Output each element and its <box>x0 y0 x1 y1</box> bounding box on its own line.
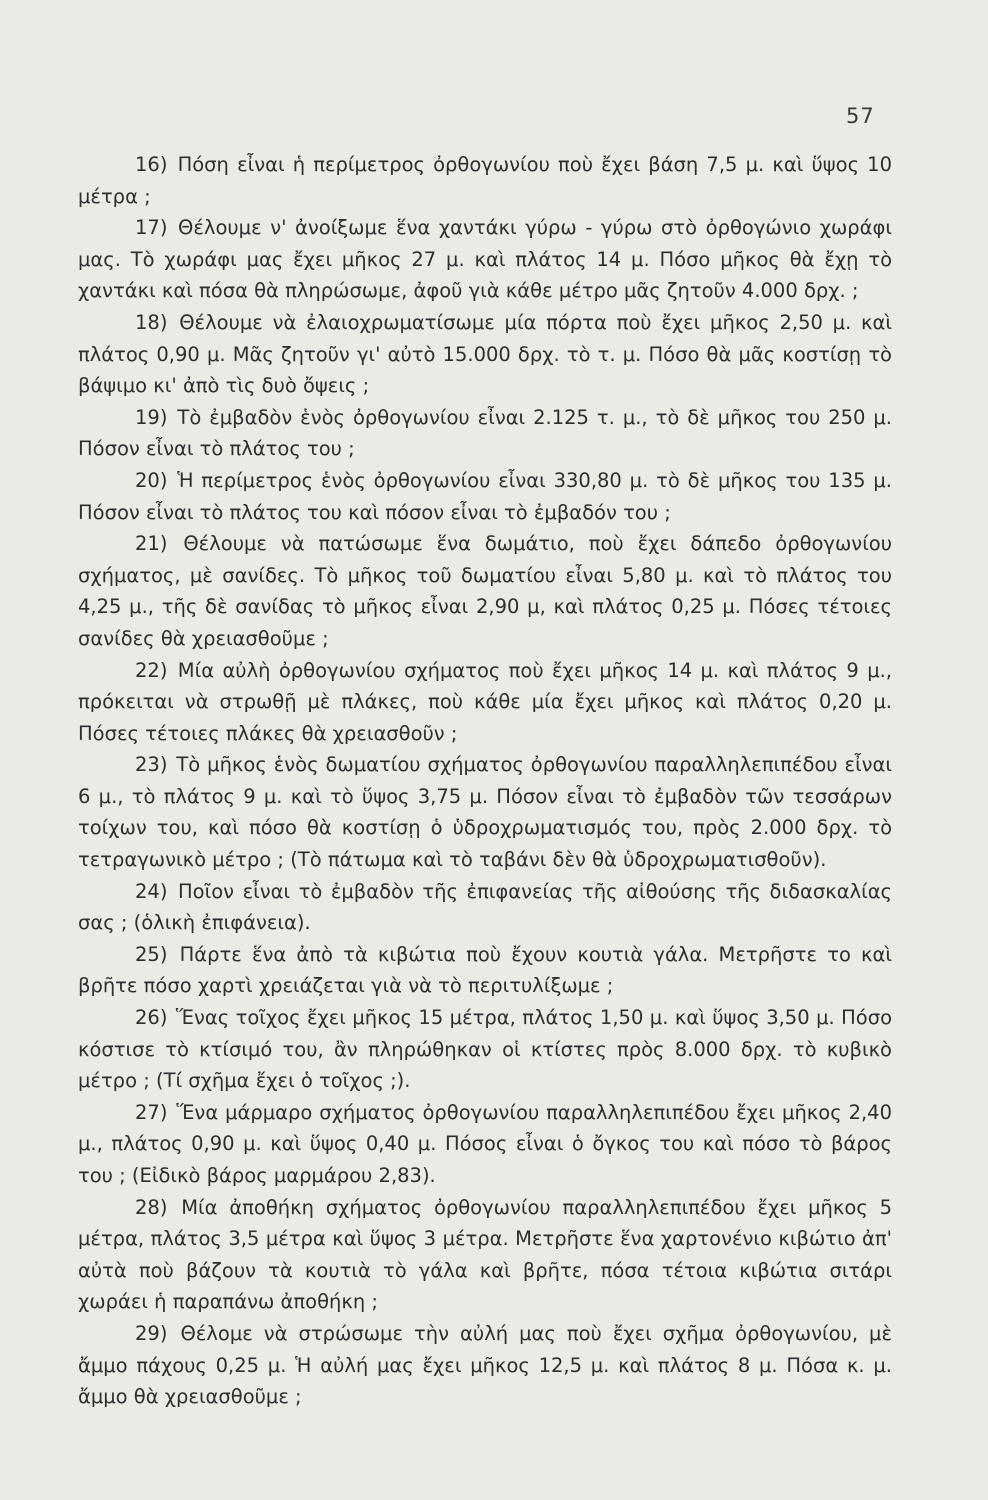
problem-18 <box>78 307 892 402</box>
problem-list <box>78 149 892 1413</box>
problem-text: Θέλομε νὰ στρώσωμε τὴν αὐλή μας ποὺ ἔχει σχῆμα ὀρθογωνίου, μὲ ἄμμο πάχους 0,25 μ. Ἡ αὐλή μας ἔχει μῆκος 12,5 μ. καὶ πλάτος 8 μ. Πόσα κ. μ. ἄμμο θὰ χρειασθοῦμε ; <box>78 1321 892 1409</box>
problem-number: 18) <box>135 310 168 334</box>
problem-number: 26) <box>135 1006 168 1030</box>
problem-19 <box>78 402 892 465</box>
problem-text: Θέλουμε νὰ πατώσωμε ἕνα δωμάτιο, ποὺ ἔχει δάπεδο ὀρθογωνίου σχήματος, μὲ σανίδες. Τὸ μῆκος τοῦ δωματίου εἶναι 5,80 μ. καὶ τὸ πλάτος του 4,25 μ., τῆς δὲ σανίδας τὸ μῆκος εἶναι 2,90 μ, καὶ πλάτος 0,25 μ. Πόσες τέτοιες σανίδες θὰ χρειασθοῦμε ; <box>78 532 893 650</box>
problem-number: 24) <box>135 879 168 903</box>
problem-20 <box>78 465 892 528</box>
problem-number: 23) <box>135 753 168 777</box>
problem-text: Ποῖον εἶναι τὸ ἐμβαδὸν τῆς ἐπιφανείας τῆς αἰθούσης τῆς διδασκαλίας σας ; (ὁλικὴ ἐπιφάνεια). <box>78 879 893 935</box>
problem-25 <box>78 939 892 1002</box>
problem-27 <box>78 1097 892 1192</box>
problem-17 <box>78 212 892 307</box>
problem-text: Ἕνα μάρμαρο σχήματος ὀρθογωνίου παραλληλεπιπέδου ἔχει μῆκος 2,40 μ., πλάτος 0,90 μ. καὶ ὕψος 0,40 μ. Πόσος εἶναι ὁ ὄγκος του καὶ πόσο τὸ βάρος του ; (Εἰδικὸ βάρος μαρμάρου 2,83). <box>78 1100 892 1187</box>
problem-number: 16) <box>135 153 168 176</box>
problem-21 <box>78 528 892 654</box>
problem-16 <box>78 149 892 212</box>
problem-text: Τὸ μῆκος ἑνὸς δωματίου σχήματος ὀρθογωνίου παραλληλεπιπέδου εἶναι 6 μ., τὸ πλάτος 9 μ. καὶ τὸ ὕψος 3,75 μ. Πόσον εἶναι τὸ ἐμβαδὸν τῶν τεσσάρων τοίχων του, καὶ πόσο θὰ κοστίσῃ ὁ ὑδροχρωματισμός του, πρὸς 2.000 δρχ. τὸ τετραγωνικὸ μέτρο ; (Τὸ πάτωμα καὶ τὸ ταβάνι δὲν θὰ ὑδροχρωματισθοῦν). <box>78 753 893 872</box>
problem-text: Θέλουμε νὰ ἐλαιοχρωματίσωμε μία πόρτα ποὺ ἔχει μῆκος 2,50 μ. καὶ πλάτος 0,90 μ. Μᾶς ζητοῦν γι' αὐτὸ 15.000 δρχ. τὸ τ. μ. Πόσο θὰ μᾶς κοστίσῃ τὸ βάψιμο κι' ἀπὸ τὶς δυὸ ὄψεις ; <box>78 310 892 398</box>
problem-29 <box>78 1318 892 1413</box>
problem-26 <box>78 1002 892 1097</box>
problem-number: 25) <box>135 942 168 966</box>
problem-number: 27) <box>135 1100 168 1124</box>
page-number: 57 <box>846 104 875 128</box>
problem-text: Πάρτε ἕνα ἀπὸ τὰ κιβώτια ποὺ ἔχουν κουτιὰ γάλα. Μετρῆστε το καὶ βρῆτε πόσο χαρτὶ χρειάζεται γιὰ νὰ τὸ περιτυλίξωμε ; <box>78 942 893 998</box>
problem-number: 29) <box>135 1321 168 1345</box>
problem-number: 17) <box>135 216 168 240</box>
problem-text: Μία αὐλὴ ὀρθογωνίου σχήματος ποὺ ἔχει μῆκος 14 μ. καὶ πλάτος 9 μ., πρόκειται νὰ στρωθῇ μὲ πλάκες, ποὺ κάθε μία ἔχει μῆκος καὶ πλάτος 0,20 μ. Πόσες τέτοιες πλάκες θὰ χρειασθοῦν ; <box>78 658 892 745</box>
problem-text: Μία ἀποθήκη σχήματος ὀρθογωνίου παραλληλεπιπέδου ἔχει μῆκος 5 μέτρα, πλάτος 3,5 μέτρα καὶ ὕψος 3 μέτρα. Μετρῆστε ἕνα χαρτονένιο κιβώτιο ἀπ' αὐτὰ ποὺ βάζουν τὰ κουτιὰ τὸ γάλα καὶ βρῆτε, πόσα τέτοια κιβώτια σιτάρι χωράει ἡ παραπάνω ἀποθήκη ; <box>78 1195 892 1314</box>
problem-text: Θέλουμε ν' ἀνοίξωμε ἕνα χαντάκι γύρω - γύρω στὸ ὀρθογώνιο χωράφι μας. Τὸ χωράφι μας ἔχει μῆκος 27 μ. καὶ πλάτος 14 μ. Πόσο μῆκος θὰ ἔχῃ τὸ χαντάκι καὶ πόσα θὰ πληρώσωμε, ἀφοῦ γιὰ κάθε μέτρο μᾶς ζητοῦν 4.000 δρχ. ; <box>78 216 893 303</box>
problem-number: 20) <box>135 468 168 492</box>
problem-28 <box>78 1192 892 1318</box>
problem-text: Τὸ ἐμβαδὸν ἑνὸς ὀρθογωνίου εἶναι 2.125 τ. μ., τὸ δὲ μῆκος του 250 μ. Πόσον εἶναι τὸ πλάτος του ; <box>78 405 893 461</box>
problem-text: Ἡ περίμετρος ἑνὸς ὀρθογωνίου εἶναι 330,80 μ. τὸ δὲ μῆκος του 135 μ. Πόσον εἶναι τὸ πλάτος του καὶ πόσον εἶναι τὸ ἐμβαδόν του ; <box>78 468 892 524</box>
problem-text: Πόση εἶναι ἡ περίμετρος ὀρθογωνίου ποὺ ἔχει βάση 7,5 μ. καὶ ὕψος 10 μέτρα ; <box>78 153 892 208</box>
problem-23 <box>78 749 892 875</box>
problem-22 <box>78 655 892 750</box>
problem-number: 19) <box>135 405 168 429</box>
problem-number: 21) <box>135 532 168 556</box>
problem-text: Ἕνας τοῖχος ἔχει μῆκος 15 μέτρα, πλάτος 1,50 μ. καὶ ὕψος 3,50 μ. Πόσο κόστισε τὸ κτίσιμό του, ἂν πληρώθηκαν οἱ κτίστες πρὸς 8.000 δρχ. τὸ κυβικὸ μέτρο ; (Τί σχῆμα ἔχει ὁ τοῖχος ;). <box>78 1006 893 1093</box>
problem-number: 28) <box>135 1195 168 1219</box>
problem-24 <box>78 876 892 939</box>
problem-number: 22) <box>135 658 168 682</box>
